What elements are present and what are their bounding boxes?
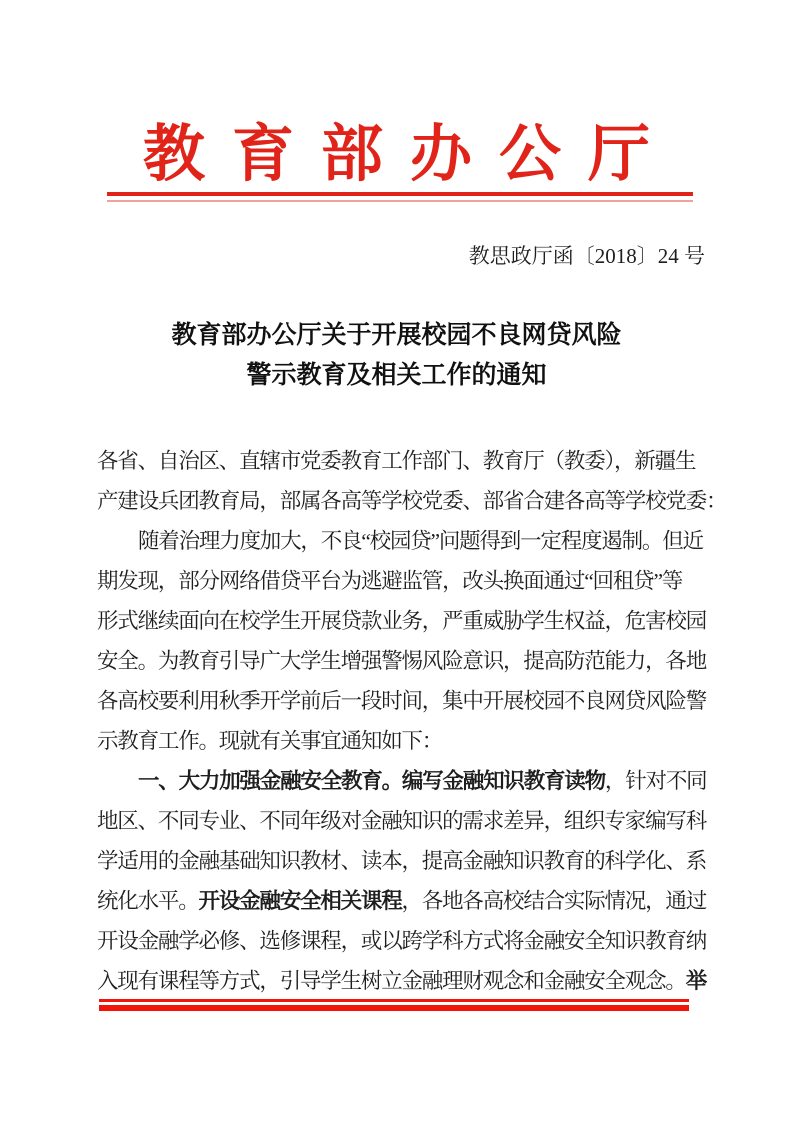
footer-rule-thick <box>99 1005 689 1011</box>
body-text-segment: 形式继续面向在校学生开展贷款业务，严重威胁学生权益，危害校园 <box>97 609 707 633</box>
letterhead-rule-thick <box>107 192 693 196</box>
body-text-segment: 地区、不同专业、不同年级对金融知识的需求差异，组织专家编写科 <box>97 809 707 833</box>
body-text-segment: 举 <box>685 969 707 993</box>
body-line <box>97 481 727 521</box>
body-text-segment: 开设金融学必修、选修课程，或以跨学科方式将金融安全知识教育纳 <box>97 929 707 953</box>
body-line <box>97 521 709 561</box>
body-line <box>97 961 709 1001</box>
document-reference-number: 教思政厅函〔2018〕24 号 <box>468 244 705 268</box>
letterhead-agency-name: 教育部办公厅 <box>142 121 677 189</box>
body-line <box>97 561 709 601</box>
body-line <box>97 841 709 881</box>
body-line <box>97 681 709 721</box>
body-text-segment: 入现有课程等方式，引导学生树立金融理财观念和金融安全观念。 <box>97 969 686 993</box>
footer-rule-thin <box>99 999 689 1002</box>
body-text-segment: 各高校要利用秋季开学前后一段时间，集中开展校园不良网贷风险警 <box>97 689 707 713</box>
body-line <box>97 881 709 921</box>
body-text-segment: 产建设兵团教育局，部属各高等学校党委、部省合建各高等学校党委： <box>97 489 727 513</box>
body-line <box>97 761 709 801</box>
document-title-line2: 警示教育及相关工作的通知 <box>246 361 547 389</box>
body-text-segment: ，各地各高校结合实际情况，通过 <box>401 889 707 913</box>
body-line <box>97 601 709 641</box>
body-text-segment: 示教育工作。现就有关事宜通知如下： <box>97 729 443 753</box>
body-line <box>97 641 709 681</box>
document-title-line1: 教育部办公厅关于开展校园不良网贷风险 <box>171 321 622 349</box>
body-text-segment: 安全。为教育引导广大学生增强警惕风险意识，提高防范能力，各地 <box>97 649 707 673</box>
body-line <box>97 721 709 761</box>
body-text-segment: 一、大力加强金融安全教育。 <box>138 769 402 793</box>
body-line <box>97 801 709 841</box>
body-text-segment: 编写金融知识教育读物 <box>401 769 605 793</box>
letterhead-rule-thin <box>107 200 693 202</box>
body-text-segment: 各省、自治区、直辖市党委教育工作部门、教育厅（教委），新疆生 <box>97 449 696 473</box>
body-text-segment: 开设金融安全相关课程 <box>198 889 402 913</box>
body-text-segment: 随着治理力度加大，不良“校园贷”问题得到一定程度遏制。但近 <box>138 529 703 553</box>
document-title <box>0 315 793 395</box>
body-text-segment: 期发现，部分网络借贷平台为逃避监管，改头换面通过“回租贷”等 <box>97 569 683 593</box>
body-text-segment: 统化水平。 <box>97 889 199 913</box>
body-line <box>97 921 709 961</box>
body-text-segment: ，针对不同 <box>604 769 707 793</box>
body-text-segment: 学适用的金融基础知识教材、读本，提高金融知识教育的科学化、系 <box>97 849 707 873</box>
body-line <box>97 441 709 481</box>
document-body <box>97 441 727 1001</box>
